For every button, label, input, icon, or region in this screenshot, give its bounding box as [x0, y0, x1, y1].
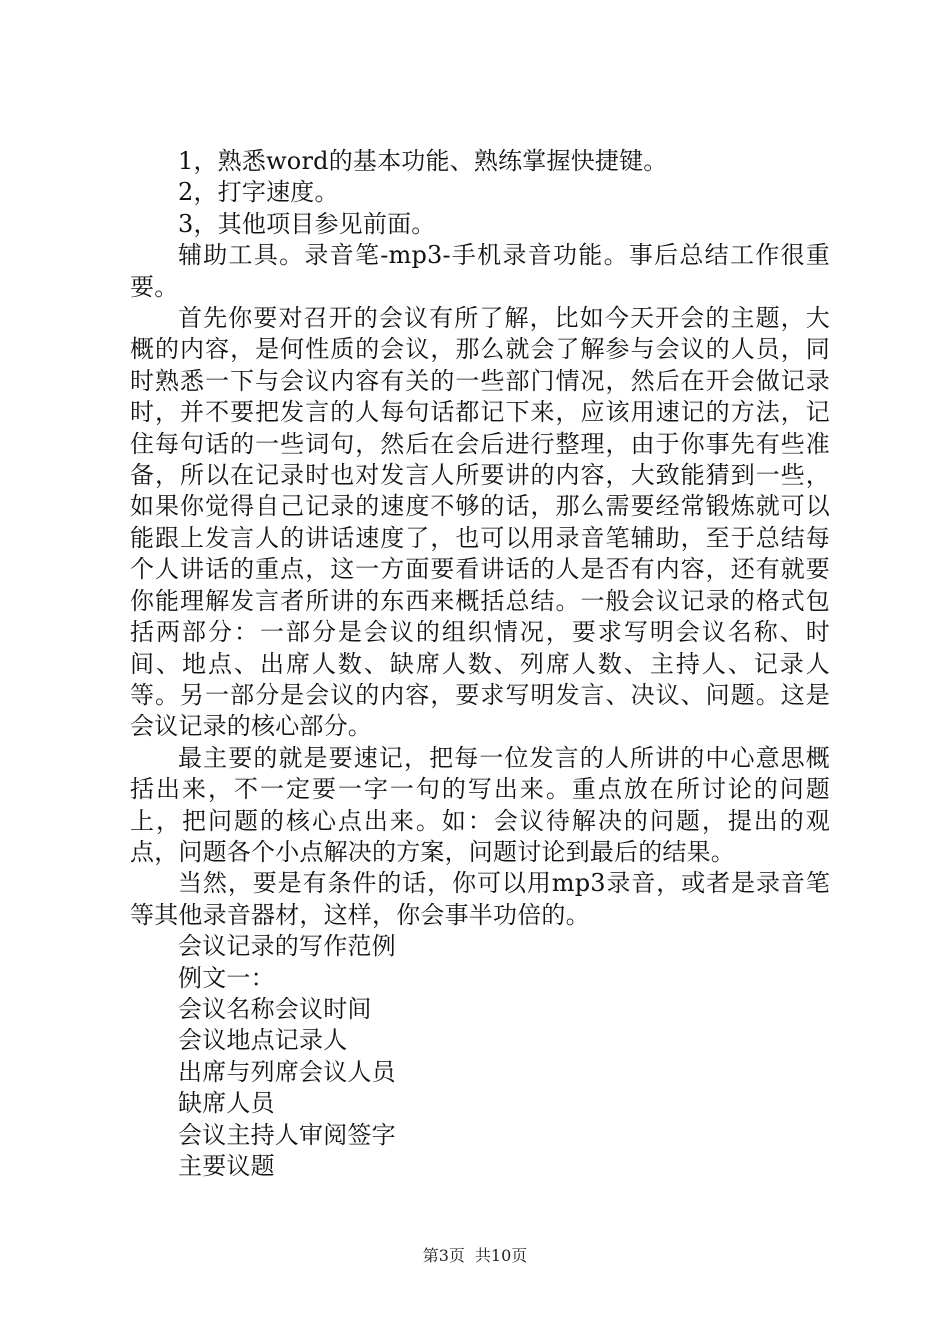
template-line-3: 出席与列席会议人员 [178, 1057, 396, 1086]
template-line-2: 会议地点记录人 [178, 1026, 348, 1055]
page-total: 共10页 [474, 1246, 528, 1265]
paragraph-4: 辅助工具。录音笔-mp3-手机录音功能。事后总结工作很重要。 [130, 241, 830, 301]
template-line-5: 会议主持人审阅签字 [178, 1120, 396, 1149]
page-footer [0, 1243, 950, 1266]
example-label: 例文一： [178, 963, 275, 992]
paragraph-2: 2，打字速度。 [178, 178, 339, 207]
paragraph-3: 3，其他项目参见前面。 [178, 209, 436, 238]
section-heading: 会议记录的写作范例 [178, 932, 396, 961]
paragraph-1: 1，熟悉word的基本功能、熟练掌握快捷键。 [178, 147, 668, 175]
paragraph-6: 最主要的就是要速记，把每一位发言的人所讲的中心意思概括出来，不一定要一字一句的写出来。重点放在所讨论的问题上，把问题的核心点出来。如：会议待解决的问题，提出的观点，问题各个小点解决的方案，问题讨论到最后的结果。 [130, 743, 830, 866]
page-number: 第3页 [422, 1246, 465, 1265]
paragraph-7: 当然，要是有条件的话，你可以用mp3录音，或者是录音笔等其他录音器材，这样，你会事半功倍的。 [130, 869, 830, 929]
template-line-4: 缺席人员 [178, 1089, 275, 1118]
paragraph-5: 首先你要对召开的会议有所了解，比如今天开会的主题，大概的内容，是何性质的会议，那么就会了解参与会议的人员，同时熟悉一下与会议内容有关的一些部门情况，然后在开会做记录时，并不要把发言的人每句话都记下来，应该用速记的方法，记住每句话的一些词句，然后在会后进行整理，由于你事先有些准备，所以在记录时也对发言人所要讲的内容，大致能猜到一些，如果你觉得自己记录的速度不够的话，那么需要经常锻炼就可以能跟上发言人的讲话速度了，也可以用录音笔辅助，至于总结每个人讲话的重点，这一方面要看讲话的人是否有内容，还有就要你能理解发言者所讲的东西来概括总结。一般会议记录的格式包括两部分：一部分是会议的组织情况，要求写明会议名称、时间、地点、出席人数、缺席人数、列席人数、主持人、记录人等。另一部分是会议的内容，要求写明发言、决议、问题。这是会议记录的核心部分。 [130, 304, 830, 741]
template-line-6: 主要议题 [178, 1152, 275, 1180]
template-line-1: 会议名称会议时间 [178, 994, 372, 1023]
document-body [130, 146, 830, 1182]
